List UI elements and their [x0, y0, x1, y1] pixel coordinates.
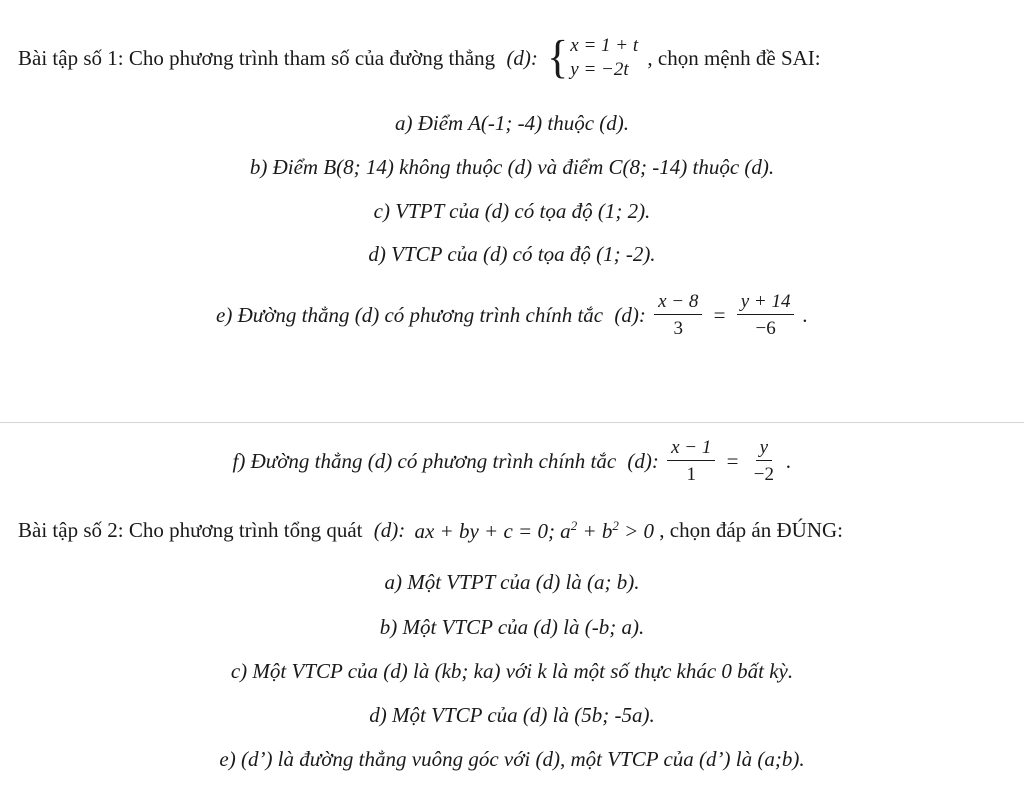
fraction-y — [750, 438, 778, 484]
ex1-option-f — [0, 438, 1024, 484]
option-e-text: e) Đường thẳng (d) có phương trình chính tắc — [216, 302, 604, 327]
option-f-line-name: (d): — [627, 448, 659, 473]
exercise-1-heading — [18, 31, 821, 84]
exercise-2-prefix: Bài tập số 2: Cho phương trình tổng quát — [18, 517, 363, 542]
ex1-option-c: c) VTPT của (d) có tọa độ (1; 2). — [373, 199, 651, 223]
system-row-1: x = 1 + t — [570, 35, 639, 56]
period: . — [802, 302, 808, 327]
equation-part: + b — [577, 518, 613, 543]
period: . — [786, 448, 792, 473]
equals-sign: = — [726, 448, 739, 473]
line-name-d: (d): — [373, 517, 406, 542]
exercise-2-heading — [18, 518, 843, 542]
exercise-1-prefix: Bài tập số 1: Cho phương trình tham số của đường thẳng — [18, 45, 496, 70]
ex2-option-d: d) Một VTCP của (d) là (5b; -5a). — [369, 703, 655, 727]
equation-part: > 0 — [618, 518, 655, 543]
brace-icon: { — [547, 31, 569, 84]
fraction-denominator: −6 — [755, 318, 776, 339]
fraction-x — [654, 292, 702, 338]
ex1-option-d: d) VTCP của (d) có tọa độ (1; -2). — [368, 242, 656, 266]
fraction-numerator: y — [756, 438, 772, 461]
ex2-option-c: c) Một VTCP của (d) là (kb; ka) với k là một số thực khác 0 bất kỳ. — [230, 659, 794, 683]
fraction-numerator: y + 14 — [737, 292, 795, 315]
section-divider — [0, 422, 1024, 423]
ex2-option-a: a) Một VTPT của (d) là (a; b). — [384, 570, 640, 594]
ex2-option-b: b) Một VTCP của (d) là (-b; a). — [379, 615, 645, 639]
line-name-d: (d): — [506, 45, 538, 70]
option-e-line-name: (d): — [614, 302, 646, 327]
fraction-x — [667, 438, 715, 484]
equals-sign: = — [713, 302, 726, 327]
general-equation — [414, 519, 654, 542]
ex1-option-a: a) Điểm A(-1; -4) thuộc (d). — [394, 111, 630, 135]
fraction-numerator: x − 1 — [667, 438, 715, 461]
equation-part: ax + by + c = 0; a — [414, 518, 571, 543]
exercise-1-suffix: , chọn mệnh đề SAI: — [647, 45, 821, 70]
option-f-text: f) Đường thẳng (d) có phương trình chính tắc — [232, 448, 617, 473]
ex1-option-e — [0, 292, 1024, 338]
ex2-option-e: e) (d’) là đường thẳng vuông góc với (d), một VTCP của (d’) là (a;b). — [219, 747, 805, 771]
exponent: 2 — [570, 517, 578, 533]
fraction-numerator: x − 8 — [654, 292, 702, 315]
fraction-y — [737, 292, 795, 338]
system-row-2: y = −2t — [570, 59, 629, 80]
fraction-denominator: 3 — [673, 318, 683, 339]
parametric-system — [547, 31, 639, 84]
fraction-denominator: −2 — [753, 464, 774, 485]
fraction-denominator: 1 — [686, 464, 696, 485]
ex1-option-b: b) Điểm B(8; 14) không thuộc (d) và điểm C(8; -14) thuộc (d). — [249, 155, 775, 179]
exponent: 2 — [612, 517, 619, 533]
exercise-2-suffix: , chọn đáp án ĐÚNG: — [659, 517, 843, 542]
